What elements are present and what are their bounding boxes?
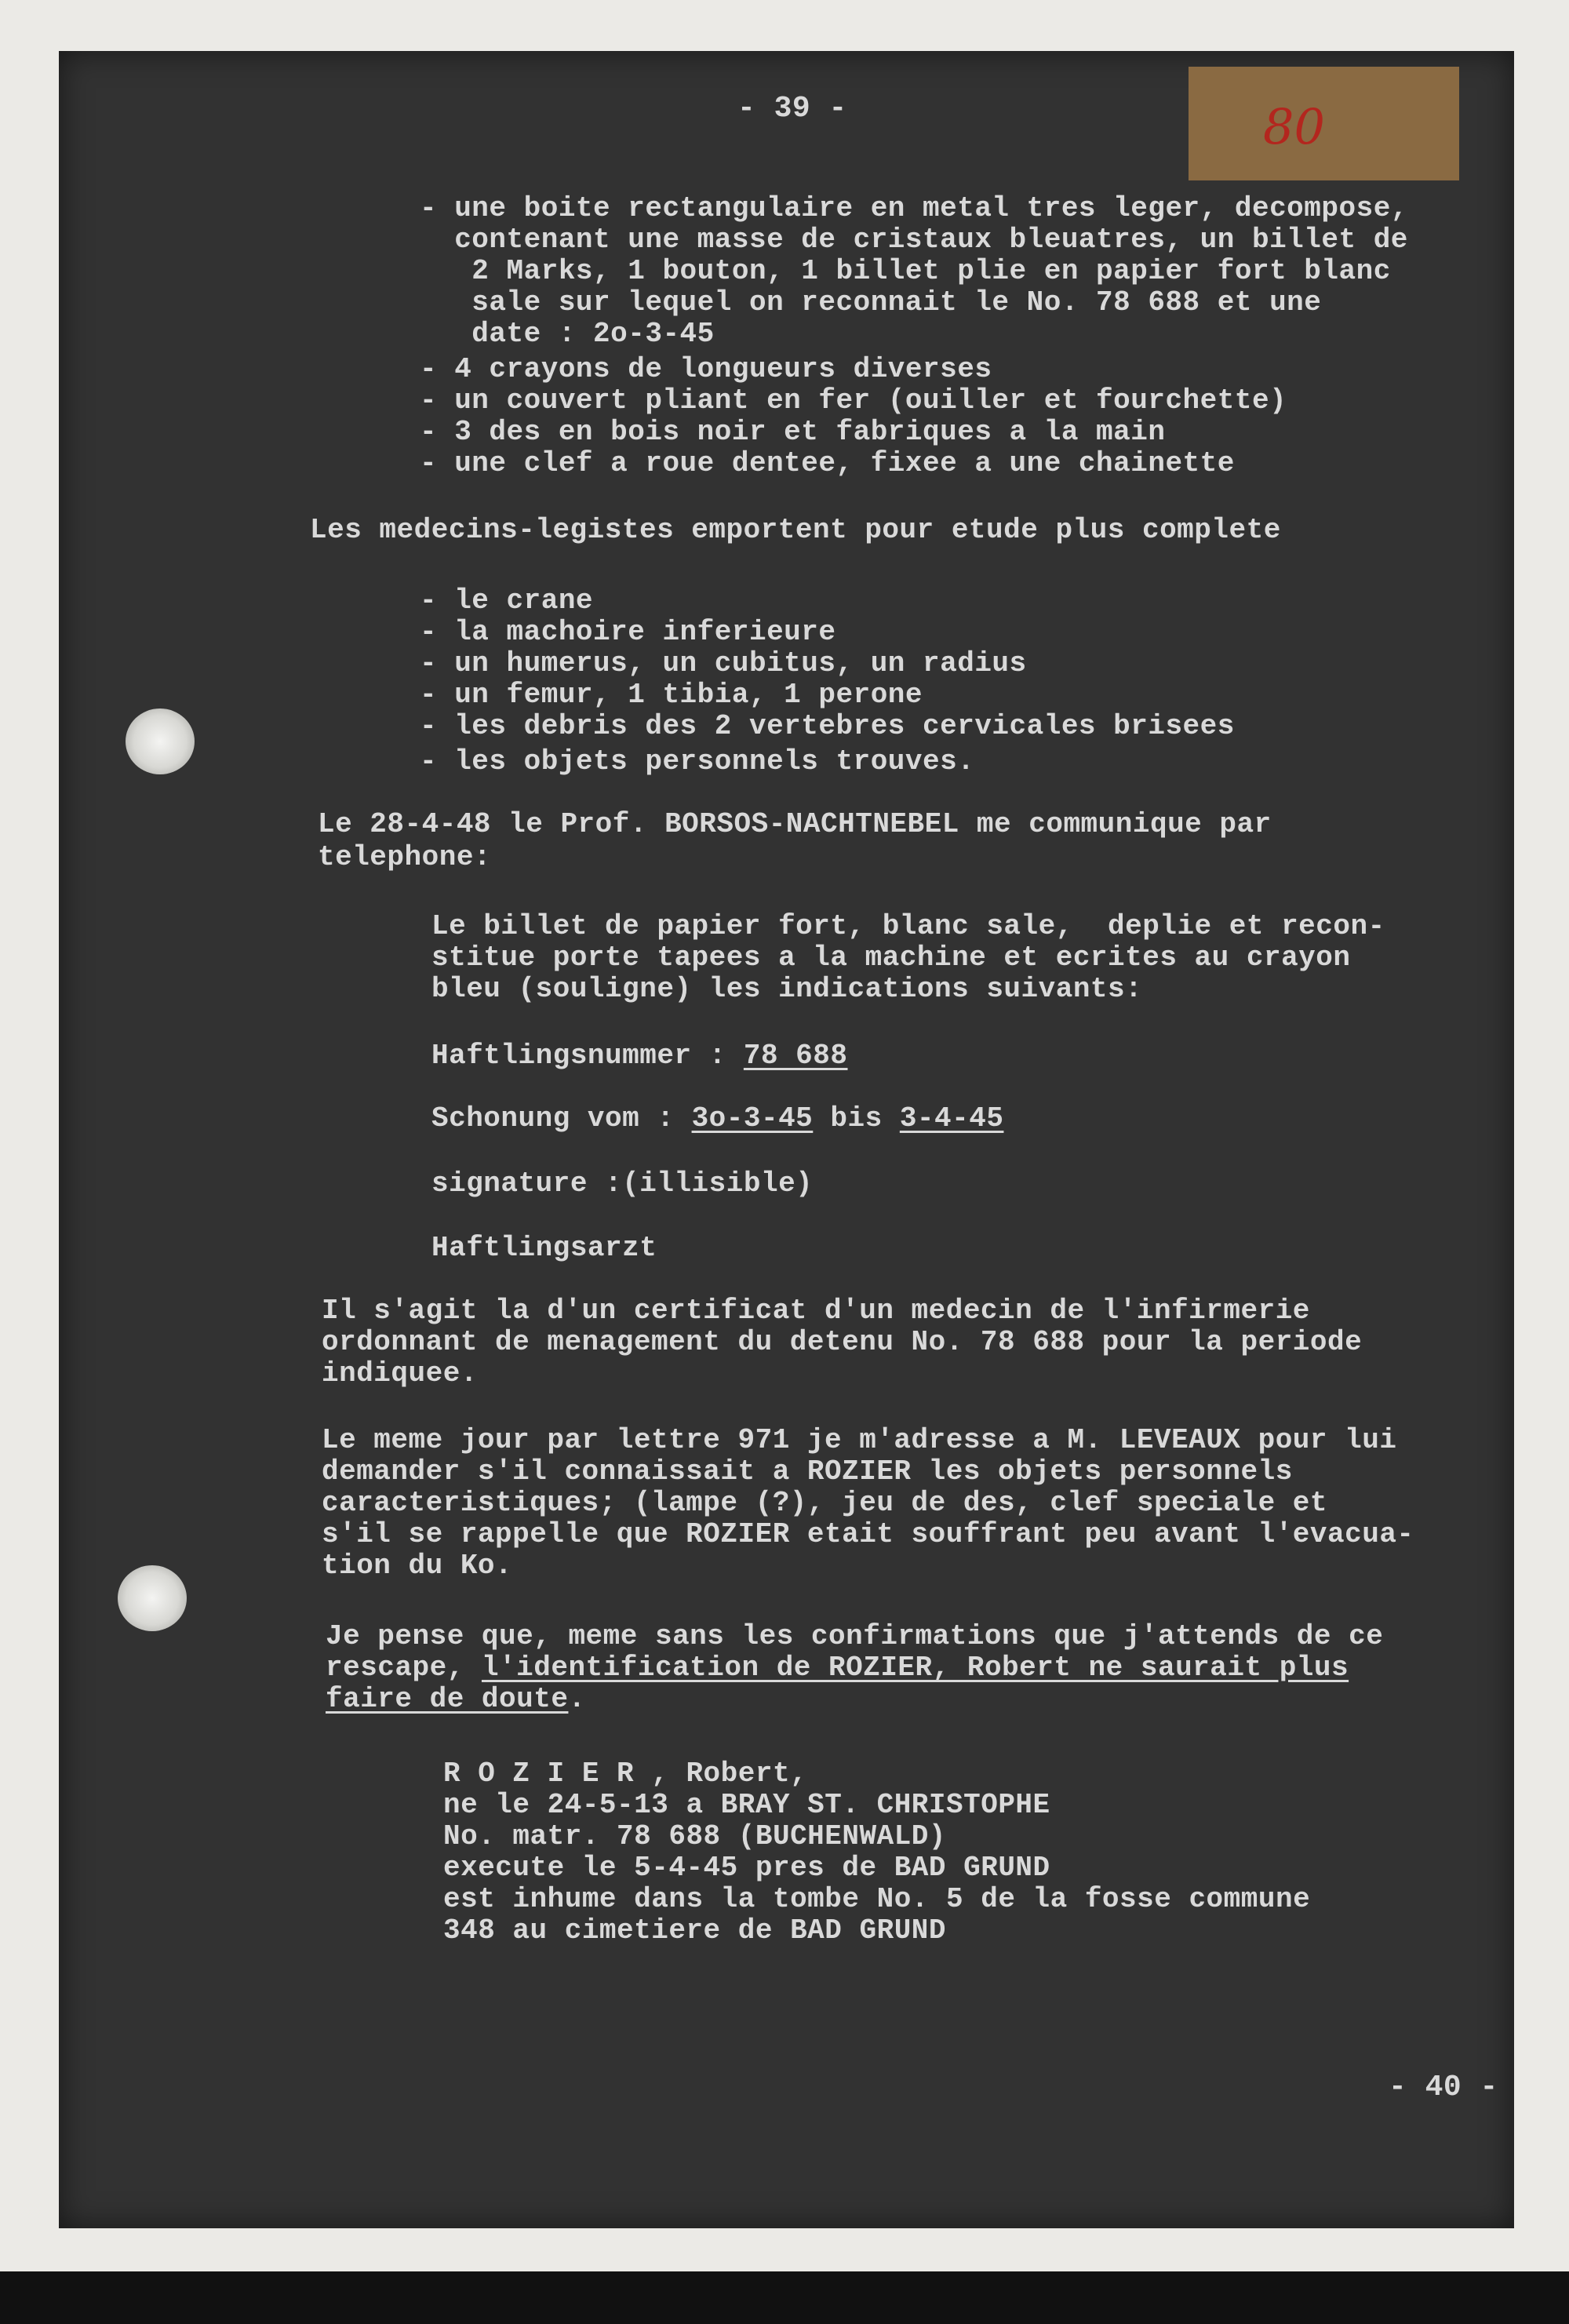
signature-field: signature :(illisible) — [431, 1167, 814, 1200]
rest-period-to: 3-4-45 — [899, 1102, 1004, 1135]
certificate-paragraph-line: indiquee. — [322, 1357, 478, 1390]
remains-item: - la machoire inferieure — [420, 616, 836, 648]
archive-page-number: 80 — [1263, 98, 1325, 155]
summary-line: No. matr. 78 688 (BUCHENWALD) — [443, 1820, 947, 1852]
camp-doctor-label: Haftlingsarzt — [431, 1232, 657, 1264]
rest-period-connector: bis — [813, 1102, 900, 1135]
summary-line: execute le 5-4-45 pres de BAD GRUND — [443, 1852, 1050, 1884]
prisoner-number-label: Haftlingsnummer : — [431, 1040, 744, 1072]
conclusion-text: . — [568, 1683, 586, 1715]
ticket-paragraph-line: Le billet de papier fort, blanc sale, deplie et recon- — [431, 910, 1385, 942]
conclusion-line — [326, 1652, 1349, 1684]
certificate-paragraph-line: Il s'agit la d'un certificat d'un medecin de l'infirmerie — [322, 1295, 1310, 1327]
conclusion-underlined: faire de doute — [326, 1683, 569, 1715]
letter-paragraph-line: Le meme jour par lettre 971 je m'adresse a M. LEVEAUX pour lui — [322, 1424, 1397, 1456]
object-line: - 4 crayons de longueurs diverses — [420, 353, 992, 385]
forensic-intro: Les medecins-legistes emportent pour etude plus complete — [310, 514, 1281, 546]
conclusion-line — [326, 1683, 586, 1715]
remains-item: - un femur, 1 tibia, 1 perone — [420, 679, 923, 711]
scan-bottom-edge — [0, 2271, 1569, 2324]
rest-period-label: Schonung vom : — [431, 1102, 692, 1135]
remains-item: - un humerus, un cubitus, un radius — [420, 647, 1027, 679]
remains-item: - le crane — [420, 585, 594, 617]
phone-paragraph-line: telephone: — [318, 841, 492, 873]
object-line: 2 Marks, 1 bouton, 1 billet plie en papier fort blanc — [420, 255, 1391, 287]
summary-line: R O Z I E R , Robert, — [443, 1758, 808, 1790]
conclusion-text: rescape, — [326, 1652, 482, 1684]
phone-paragraph-line: Le 28-4-48 le Prof. BORSOS-NACHTNEBEL me communique par — [318, 808, 1272, 840]
remains-item: - les objets personnels trouves. — [420, 745, 975, 778]
rest-period-field — [431, 1102, 1003, 1135]
ticket-paragraph-line: stitue porte tapees a la machine et ecrites au crayon — [431, 942, 1351, 974]
object-line: - un couvert pliant en fer (ouiller et fourchette) — [420, 384, 1287, 417]
object-line: - 3 des en bois noir et fabriques a la main — [420, 416, 1166, 448]
object-line: contenant une masse de cristaux bleuatres, un billet de — [420, 224, 1408, 256]
certificate-paragraph-line: ordonnant de menagement du detenu No. 78 688 pour la periode — [322, 1326, 1363, 1358]
summary-line: est inhume dans la tombe No. 5 de la fosse commune — [443, 1883, 1311, 1915]
remains-item: - les debris des 2 vertebres cervicales brisees — [420, 710, 1235, 742]
object-line: - une clef a roue dentee, fixee a une chainette — [420, 447, 1235, 479]
conclusion-underlined: l'identification de ROZIER, Robert ne saurait plus — [481, 1652, 1349, 1684]
letter-paragraph-line: s'il se rappelle que ROZIER etait souffrant peu avant l'evacua- — [322, 1518, 1414, 1550]
summary-line: ne le 24-5-13 a BRAY ST. CHRISTOPHE — [443, 1789, 1050, 1821]
page-number-bottom: - 40 - — [1389, 2071, 1498, 2104]
page-number-top: - 39 - — [737, 92, 847, 126]
rest-period-from: 3o-3-45 — [691, 1102, 814, 1135]
prisoner-number-field — [431, 1040, 848, 1072]
letter-paragraph-line: caracteristiques; (lampe (?), jeu de des, clef speciale et — [322, 1487, 1328, 1519]
conclusion-line: Je pense que, meme sans les confirmations que j'attends de ce — [326, 1620, 1384, 1652]
archive-page-note — [1189, 67, 1459, 180]
punch-hole — [126, 708, 195, 774]
letter-paragraph-line: tion du Ko. — [322, 1550, 513, 1582]
prisoner-number-value: 78 688 — [743, 1040, 848, 1072]
object-line: - une boite rectangulaire en metal tres leger, decompose, — [420, 192, 1408, 224]
summary-line: 348 au cimetiere de BAD GRUND — [443, 1914, 947, 1947]
ticket-paragraph-line: bleu (souligne) les indications suivants: — [431, 973, 1143, 1005]
object-line: date : 2o-3-45 — [420, 318, 715, 350]
object-line: sale sur lequel on reconnait le No. 78 688 et une — [420, 286, 1322, 319]
letter-paragraph-line: demander s'il connaissait a ROZIER les objets personnels — [322, 1455, 1293, 1488]
punch-hole — [118, 1565, 187, 1631]
